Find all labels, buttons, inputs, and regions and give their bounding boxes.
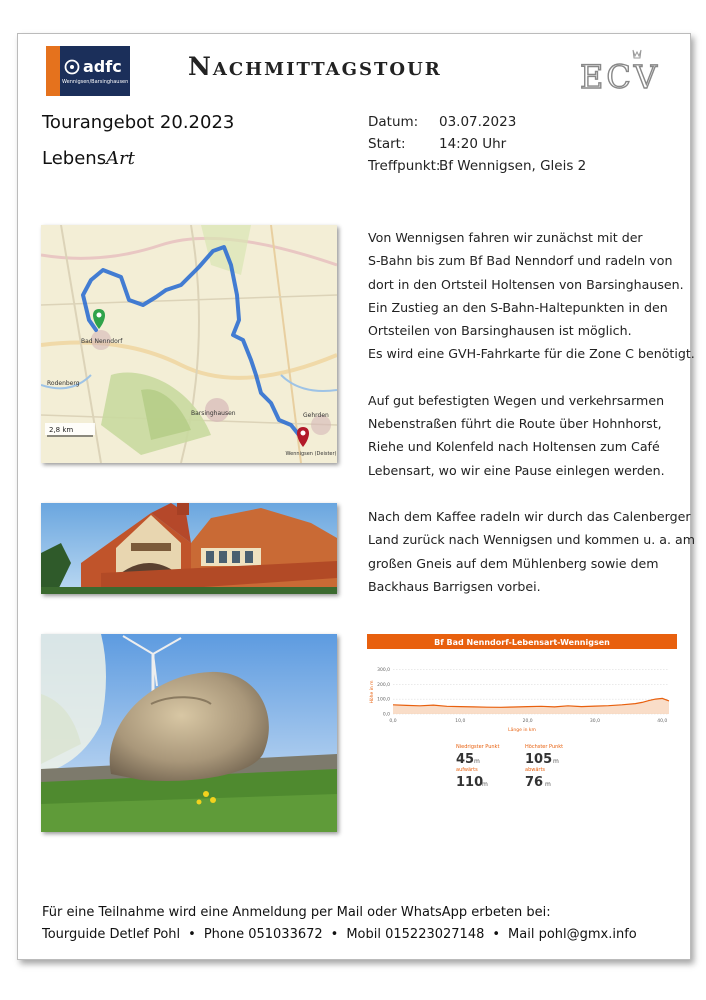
description-line: Riehe und Kolenfeld nach Holtensen zum Café xyxy=(368,439,660,455)
low-point-value: 45 xyxy=(456,752,475,767)
x-tick-label: 20,0 xyxy=(522,719,533,724)
info-value: 03.07.2023 xyxy=(439,114,517,130)
brand-lebensart xyxy=(42,148,135,169)
tour-offer: Tourangebot 20.2023 xyxy=(42,112,235,133)
description-line: Es wird eine GVH-Fahrkarte für die Zone C benötigt. xyxy=(368,346,695,362)
logo-text: adfc xyxy=(83,57,122,76)
y-tick-label: 100,0 xyxy=(377,697,390,703)
cafe-building-photo xyxy=(41,503,337,594)
ascent-label: aufwärts xyxy=(456,767,478,773)
map-place-label: Gehrden xyxy=(303,412,329,419)
logo-orange-bar xyxy=(46,46,60,96)
x-tick-label: 30,0 xyxy=(589,719,600,724)
ecv-logo xyxy=(573,46,668,96)
description-line: Backhaus Barrigsen vorbei. xyxy=(368,578,541,594)
adfc-logo xyxy=(46,46,130,96)
footer-note: Für eine Teilnahme wird eine Anmeldung per Mail oder WhatsApp erbeten bei: xyxy=(42,905,551,920)
description-paragraph xyxy=(368,505,695,598)
bullet-separator: • xyxy=(330,927,339,942)
info-label: Start: xyxy=(368,136,406,152)
phone-number: Phone 051033672 xyxy=(203,927,323,942)
description-line: Land zurück nach Wennigsen und kommen u. a. am xyxy=(368,532,695,548)
brand-part-a: Lebens xyxy=(42,148,107,169)
map-place-label: Rodenberg xyxy=(47,380,80,387)
page-title: Nachmittagstour xyxy=(188,52,442,81)
unit-label: m xyxy=(482,781,488,788)
description-line: großen Gneis auf dem Mühlenberg sowie dem xyxy=(368,555,659,571)
description-line: S-Bahn bis zum Bf Bad Nenndorf und radeln von xyxy=(368,253,673,269)
description-line: Ein Zustieg an den S-Bahn-Haltepunkten in den xyxy=(368,299,668,315)
route-map xyxy=(41,225,337,463)
logo-mark xyxy=(64,57,130,76)
logo-subtitle: Wennigsen/Barsinghausen xyxy=(62,79,129,85)
info-value: 14:20 Uhr xyxy=(439,136,507,152)
description-line: Nebenstraßen führt die Route über Hohnhorst, xyxy=(368,416,662,432)
descent-value: 76 xyxy=(525,775,544,790)
flyer-page xyxy=(17,33,695,960)
ascent-value: 110 xyxy=(456,775,484,790)
y-tick-label: 0,0 xyxy=(382,712,390,718)
bullet-separator: • xyxy=(188,927,196,942)
description-line: dort in den Ortsteil Holtensen von Barsinghausen. xyxy=(368,276,684,292)
x-tick-label: 10,0 xyxy=(455,719,466,724)
profile-title: Bf Bad Nenndorf-Lebensart-Wennigsen xyxy=(434,638,610,647)
description-paragraph xyxy=(368,389,688,482)
brand-part-b: Art xyxy=(106,148,135,169)
info-row-start xyxy=(368,133,586,155)
ecv-logo-text: ECV xyxy=(580,58,660,96)
description-line: Auf gut befestigten Wegen und verkehrsarmen xyxy=(368,392,665,408)
description-line: Von Wennigsen fahren wir zunächst mit der xyxy=(368,230,643,245)
y-tick-label: 200,0 xyxy=(377,682,390,688)
description-paragraph xyxy=(368,226,695,366)
map-place-label: Bad Nenndorf xyxy=(81,338,123,345)
y-tick-label: 300,0 xyxy=(377,667,390,673)
description-line: Ortsteilen von Barsinghausen ist möglich. xyxy=(368,323,632,339)
guide-name: Tourguide Detlef Pohl xyxy=(42,927,181,942)
map-place-label: Barsinghausen xyxy=(191,410,236,417)
descent-label: abwärts xyxy=(525,767,546,773)
map-scale-label: 2,8 km xyxy=(49,426,74,434)
high-point-value: 105 xyxy=(525,752,553,767)
info-label: Datum: xyxy=(368,114,419,130)
unit-label: m xyxy=(553,758,559,765)
profile-x-label: Länge in km xyxy=(508,728,536,733)
low-point-label: Niedrigster Punkt xyxy=(456,744,500,750)
profile-x-ticks xyxy=(389,718,667,724)
x-tick-label: 0,0 xyxy=(389,719,397,724)
info-row-date xyxy=(368,111,586,133)
description-line: Lebensart, wo wir eine Pause einlegen werden. xyxy=(368,462,665,478)
unit-label: m xyxy=(474,758,480,765)
unit-label: m xyxy=(545,781,551,788)
map-place-label: Wennigsen (Deister) xyxy=(285,451,337,457)
x-tick-label: 40,0 xyxy=(657,719,668,724)
footer xyxy=(42,902,637,946)
high-point-label: Höchster Punkt xyxy=(525,744,564,750)
info-row-meeting-point xyxy=(368,155,586,177)
tour-info xyxy=(368,111,586,177)
profile-y-label: Höhe in m xyxy=(370,680,375,704)
footer-contact xyxy=(42,924,637,946)
gneiss-boulder-photo xyxy=(41,634,337,832)
description-line: Nach dem Kaffee radeln wir durch das Calenberger xyxy=(368,508,691,524)
mobile-number: Mobil 015223027148 xyxy=(346,927,485,942)
bullet-separator: • xyxy=(492,927,501,942)
tour-description xyxy=(368,226,695,621)
info-value: Bf Wennigsen, Gleis 2 xyxy=(439,158,587,174)
wheel-icon xyxy=(64,59,80,75)
elevation-profile xyxy=(367,634,677,834)
email-contact[interactable]: Mail pohl@gmx.info xyxy=(508,927,637,942)
info-label: Treffpunkt: xyxy=(368,158,441,174)
